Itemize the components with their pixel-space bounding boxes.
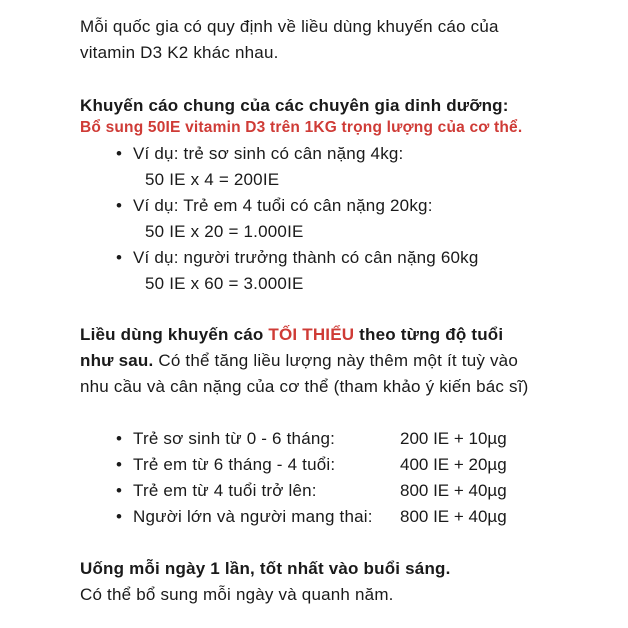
bullet: •	[116, 196, 122, 215]
dose-row-4-value: 800 IE + 40µg	[400, 507, 507, 526]
minimum-line-2-rest: Có thể tăng liều lượng này thêm một ít tuỳ vào	[153, 351, 518, 370]
minimum-heading	[80, 324, 503, 346]
dose-row-3-value: 800 IE + 40µg	[400, 481, 507, 500]
minimum-line-2-bold: như sau.	[80, 351, 154, 370]
example-3-calc: 50 IE x 60 = 3.000IE	[145, 274, 304, 293]
dose-row-2-group: Trẻ em từ 6 tháng - 4 tuổi:	[133, 455, 336, 474]
bullet: •	[116, 481, 122, 500]
general-highlight: Bổ sung 50IE vitamin D3 trên 1KG trọng lượng của cơ thể.	[80, 119, 523, 136]
dose-row-1-group: Trẻ sơ sinh từ 0 - 6 tháng:	[133, 429, 336, 448]
dose-row-4-group: Người lớn và người mang thai:	[133, 507, 373, 526]
intro-line-1: Mỗi quốc gia có quy định về liều dùng khuyến cáo của	[80, 17, 499, 36]
example-1-calc: 50 IE x 4 = 200IE	[145, 170, 280, 189]
dose-row-3-group: Trẻ em từ 4 tuổi trở lên:	[133, 481, 317, 500]
example-2-calc: 50 IE x 20 = 1.000IE	[145, 222, 304, 241]
minimum-line-2	[80, 350, 518, 372]
dose-row-2-value: 400 IE + 20µg	[400, 455, 507, 474]
minimum-line-3: nhu cầu và cân nặng của cơ thể (tham khảo ý kiến bác sĩ)	[80, 377, 529, 396]
usage-heading: Uống mỗi ngày 1 lần, tốt nhất vào buổi sáng.	[80, 559, 451, 578]
minimum-heading-post: theo từng độ tuổi	[354, 325, 504, 344]
example-2-text: Ví dụ: Trẻ em 4 tuổi có cân nặng 20kg:	[133, 196, 433, 215]
dose-row-1-value: 200 IE + 10µg	[400, 429, 507, 448]
bullet: •	[116, 248, 122, 267]
bullet: •	[116, 429, 122, 448]
intro-line-2: vitamin D3 K2 khác nhau.	[80, 43, 279, 62]
example-3-text: Ví dụ: người trưởng thành có cân nặng 60kg	[133, 248, 479, 267]
bullet: •	[116, 144, 122, 163]
minimum-heading-pre: Liều dùng khuyến cáo	[80, 325, 269, 344]
bullet: •	[116, 507, 122, 526]
example-1-text: Ví dụ: trẻ sơ sinh có cân nặng 4kg:	[133, 144, 404, 163]
minimum-heading-red: TỐI THIỂU	[268, 325, 355, 344]
bullet: •	[116, 455, 122, 474]
usage-note: Có thể bổ sung mỗi ngày và quanh năm.	[80, 585, 394, 604]
general-heading: Khuyến cáo chung của các chuyên gia dinh dưỡng:	[80, 96, 509, 115]
